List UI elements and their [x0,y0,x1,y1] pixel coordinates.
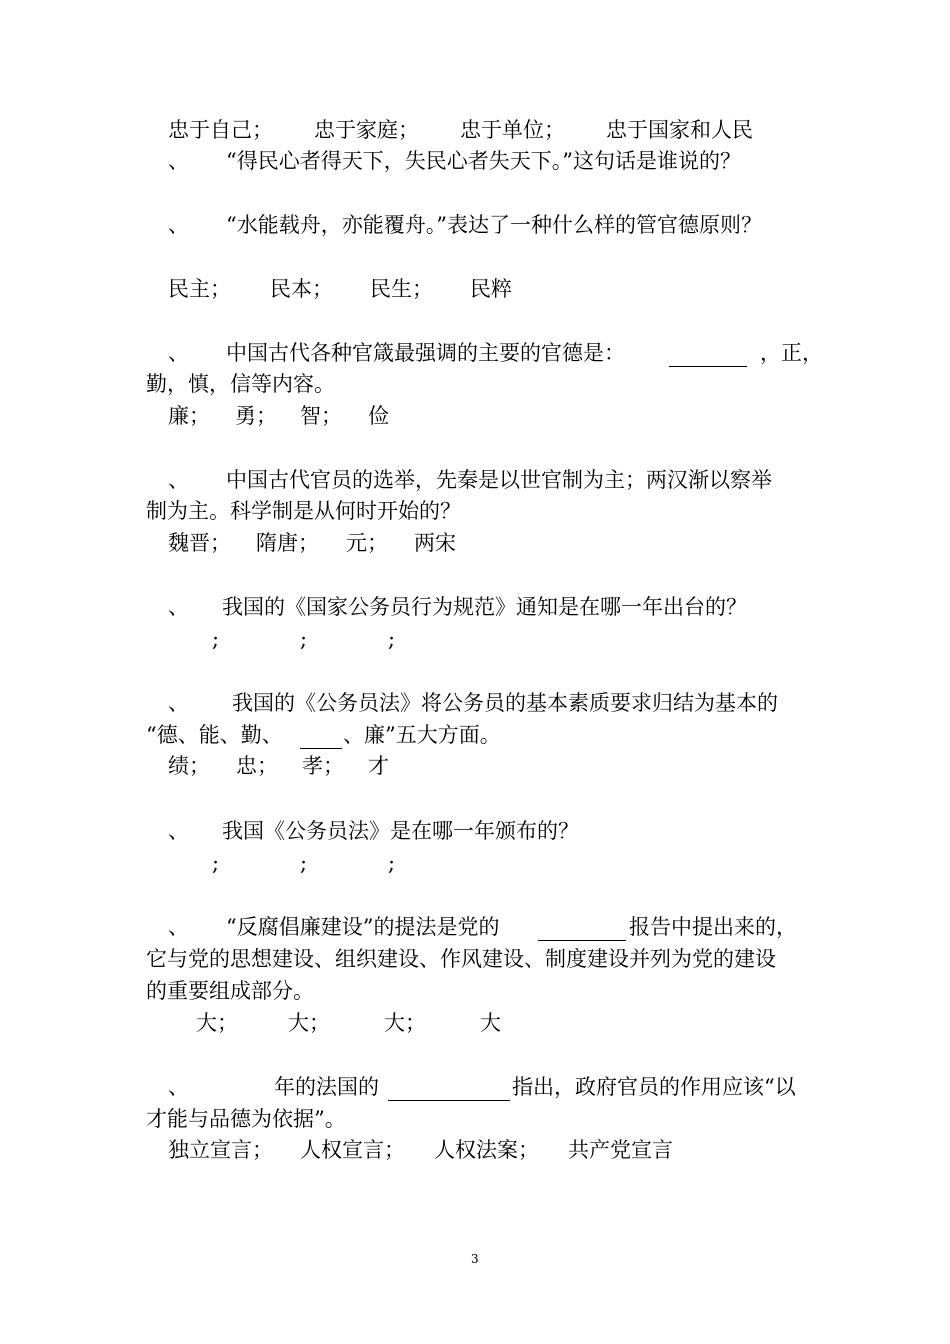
option: 孝； [302,754,344,778]
question-text: 中国古代官员的选举，先秦是以世官制为主；两汉渐以察举 [226,468,772,492]
question-text: “得民心者得天下，失民心者失天下。”这句话是谁说的？ [226,149,741,173]
option: ; [212,627,220,651]
page-number: 3 [471,1252,479,1266]
option: ; [212,851,220,875]
option: 绩； [168,754,210,778]
option: 勇； [235,404,277,428]
question-marker: 、 [168,595,189,619]
option: 大； [288,1011,330,1035]
question-text: 的重要组成部分。 [146,979,314,1003]
option: 智； [300,404,342,428]
option: 忠于家庭； [314,118,419,142]
option: 民生； [370,277,433,301]
answer-blank [538,918,626,941]
option: 廉； [168,404,210,428]
question-text: 勤，慎，信等内容。 [146,372,335,396]
option: 俭 [368,404,389,428]
option: 大 [480,1011,501,1035]
question-text: 、廉”五大方面。 [343,723,501,747]
option: 人权法案； [434,1138,539,1162]
option: 民粹 [470,277,512,301]
option: 忠于自己； [168,118,273,142]
question-text: “德、能、勤、 [146,723,283,747]
question-text: 我国的《国家公务员行为规范》通知是在哪一年出台的？ [222,595,747,619]
question-marker: 、 [168,149,189,173]
option: 忠于单位； [460,118,565,142]
question-text: 我国的《公务员法》将公务员的基本素质要求归结为基本的 [232,691,778,715]
question-text: 它与党的思想建设、组织建设、作风建设、制度建设并列为党的建设 [146,947,776,971]
question-text: 中国古代各种官箴最强调的主要的官德是： [226,341,625,365]
option: 两宋 [414,531,456,555]
option: 独立宣言； [168,1138,273,1162]
question-text: 制为主。科学制是从何时开始的？ [146,499,461,523]
question-text: 年的法国的 [274,1075,379,1099]
option: 才 [368,754,389,778]
option: ; [388,627,396,651]
option: ; [300,851,308,875]
question-marker: 、 [168,1075,189,1099]
question-text: 报告中提出来的， [629,915,797,939]
question-marker: 、 [168,819,189,843]
option: 共产党宣言 [568,1138,673,1162]
question-text: 我国《公务员法》是在哪一年颁布的？ [222,819,579,843]
option: 大； [384,1011,426,1035]
option: 民主； [168,277,231,301]
option: 人权宣言； [300,1138,405,1162]
option: 大； [196,1011,238,1035]
question-marker: 、 [168,468,189,492]
option: 忠于国家和人民 [606,118,753,142]
question-text: ，正， [760,341,823,365]
question-marker: 、 [168,691,189,715]
answer-blank [669,344,747,367]
option: 民本； [270,277,333,301]
option: 魏晋； [168,531,231,555]
option: ; [300,627,308,651]
answer-blank [300,726,342,749]
option: 元； [346,531,388,555]
question-text: “反腐倡廉建设”的提法是党的 [226,915,500,939]
question-text: “水能载舟，亦能覆舟。”表达了一种什么样的管官德原则？ [226,213,762,237]
question-marker: 、 [168,341,189,365]
question-marker: 、 [168,915,189,939]
question-text: 指出，政府官员的作用应该“以 [512,1075,796,1099]
question-text: 才能与品德为依据”。 [146,1107,346,1131]
option: 隋唐； [256,531,319,555]
option: ; [388,851,396,875]
answer-blank [388,1078,510,1101]
option: 忠； [236,754,278,778]
question-marker: 、 [168,213,189,237]
